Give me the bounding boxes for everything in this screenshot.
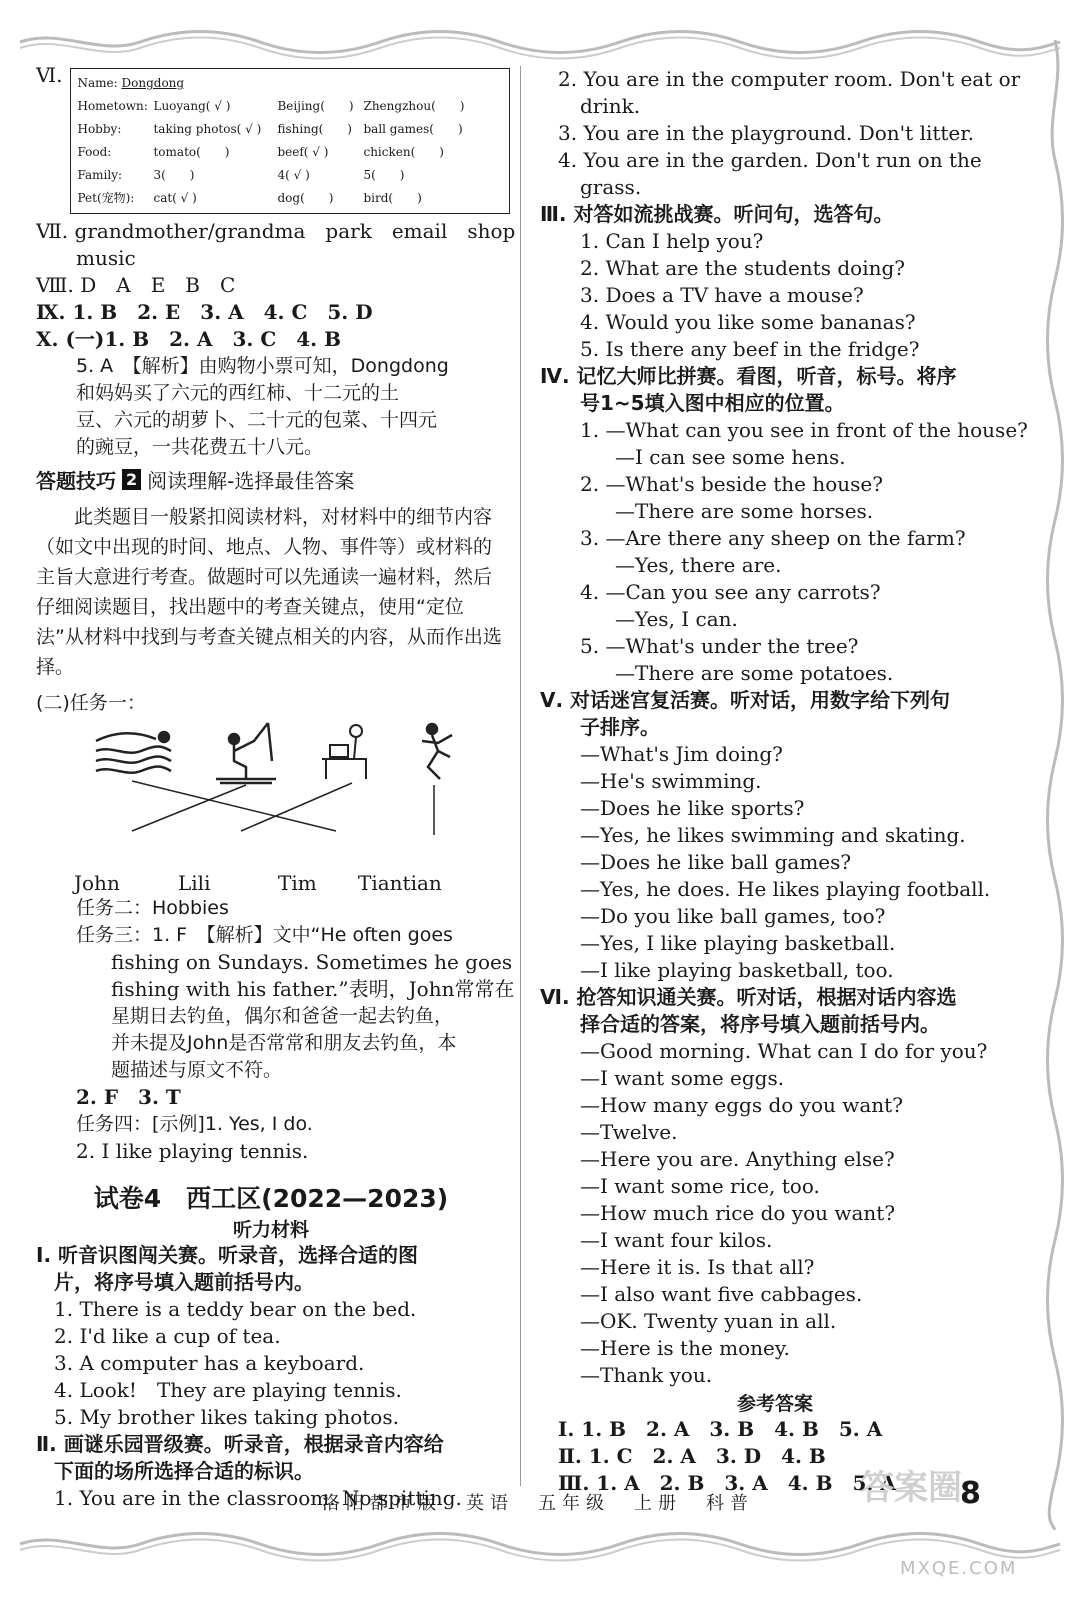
list-item: —Twelve.	[580, 1120, 678, 1144]
task-2: 任务二：Hobbies	[76, 897, 229, 919]
watermark-url: MXQE.COM	[900, 1558, 1018, 1579]
list-item: 4. You are in the garden. Don't run on the	[558, 148, 982, 172]
list-item: —Does he like sports?	[580, 796, 805, 820]
info-card	[70, 68, 510, 214]
info-name-value: Dongdong	[121, 76, 185, 90]
section-5-heading: Ⅴ. 对话迷宫复活赛。听对话，用数字给下列句	[540, 688, 951, 712]
info-cell: 3( )	[153, 168, 195, 182]
list-item: 2. I'd like a cup of tea.	[54, 1324, 281, 1348]
watermark-logo: 答案圈	[860, 1468, 962, 1508]
list-item: —OK. Twenty yuan in all.	[580, 1309, 837, 1333]
tip-banner	[36, 465, 506, 494]
list-item: 5. My brother likes taking photos.	[54, 1405, 399, 1429]
list-item: —Do you like ball games, too?	[580, 904, 886, 928]
answer-viii: Ⅷ. D A E B C	[36, 273, 236, 297]
list-item: —I can see some hens.	[615, 445, 846, 469]
info-name-row	[77, 72, 503, 95]
info-cell: 5( )	[363, 168, 405, 182]
list-item: 1. There is a teddy bear on the bed.	[54, 1297, 417, 1321]
answer-x: Ⅹ. (一)1. B 2. A 3. C 4. B	[36, 327, 341, 351]
section-6-heading: Ⅵ. 抢答知识通关赛。听对话，根据对话内容选	[540, 985, 957, 1009]
name-tim: Tim	[278, 871, 317, 895]
list-item: —Yes, he likes swimming and skating.	[580, 823, 966, 847]
tip-paragraph: 此类题目一般紧扣阅读材料，对材料中的细节内容（如文中出现的时间、地点、人物、事件等）或材料的主旨大意进行考查。做题时可以先通读一遍材料，然后仔细阅读题目，找出题中的考查关键点，使用“定位法”从材料中找到与考查关键点相关的内容，从而作出选择。	[36, 506, 502, 678]
list-item: —I also want five cabbages.	[580, 1282, 863, 1306]
info-cell: Luoyang( √ )	[153, 99, 231, 113]
info-cell: Hobby:	[77, 122, 122, 136]
list-item: —I want four kilos.	[580, 1228, 773, 1252]
matching-figure	[36, 721, 506, 871]
list-item: 2. You are in the computer room. Don't eat or	[558, 67, 1021, 91]
list-item: 1. You are in the classroom. No spitting.	[54, 1486, 462, 1510]
answer-x-5: 5. A 【解析】由购物小票可知，Dongdong	[76, 355, 449, 377]
answer-vii-cont: music	[76, 246, 136, 270]
name-lili: Lili	[178, 871, 211, 895]
info-cell: beef( √ )	[277, 145, 329, 159]
info-cell: tomato( )	[153, 145, 230, 159]
right-column	[540, 66, 1028, 1497]
list-item: —How many eggs do you want?	[580, 1093, 903, 1117]
task-3-text: 星期日去钓鱼，偶尔和爸爸一起去钓鱼，	[111, 1005, 454, 1027]
section-vi	[36, 62, 506, 218]
list-item: —Yes, there are.	[615, 553, 782, 577]
list-item: —I like playing basketball, too.	[580, 958, 894, 982]
list-item: —He's swimming.	[580, 769, 762, 793]
info-cell: Zhengzhou( )	[363, 99, 465, 113]
task-3: 任务三：1. F 【解析】文中“He often goes	[76, 924, 453, 946]
list-item: 2. —What's beside the house?	[580, 472, 883, 496]
info-row	[77, 141, 503, 164]
list-item: 1. —What can you see in front of the house?	[580, 418, 1028, 442]
computer-icon	[322, 725, 366, 779]
list-item: drink.	[580, 94, 641, 118]
info-name-label: Name:	[77, 76, 118, 90]
list-item: 1. Can I help you?	[580, 229, 764, 253]
list-item: 3. Does a TV have a mouse?	[580, 283, 864, 307]
paper-title: 试卷4 西工区(2022—2023)	[93, 1184, 449, 1213]
list-item: —Yes, I like playing basketball.	[580, 931, 896, 955]
section-4-heading: Ⅳ. 记忆大师比拼赛。看图，听音，标号。将序	[540, 364, 957, 388]
answer-x-analysis: 豆、六元的胡萝卜、二十元的包菜、十四元	[76, 409, 438, 431]
info-row	[77, 95, 503, 118]
column-divider	[520, 66, 521, 1486]
list-item: —What's Jim doing?	[580, 742, 783, 766]
list-item: —Good morning. What can I do for you?	[580, 1039, 988, 1063]
info-cell: Food:	[77, 145, 112, 159]
info-row	[77, 164, 503, 187]
list-item: —Does he like ball games?	[580, 850, 852, 874]
skating-icon	[422, 724, 452, 779]
task-3-text: 题描述与原文不符。	[111, 1059, 283, 1081]
section-5-heading-cont: 子排序。	[580, 715, 660, 739]
list-item: 3. You are in the playground. Don't litter.	[558, 121, 974, 145]
list-item: 3. A computer has a keyboard.	[54, 1351, 365, 1375]
task-1-label: (二)任务一：	[36, 692, 146, 714]
answers-line: Ⅰ. 1. B 2. A 3. B 4. B 5. A	[558, 1417, 883, 1441]
task-3-text: fishing on Sundays. Sometimes he goes	[111, 950, 513, 974]
answer-ix: Ⅸ. 1. B 2. E 3. A 4. C 5. D	[36, 300, 373, 324]
list-item: 5. —What's under the tree?	[580, 634, 859, 658]
info-cell: 4( √ )	[277, 168, 310, 182]
section-2-heading-cont: 下面的场所选择合适的标识。	[54, 1459, 314, 1483]
list-item: —Here you are. Anything else?	[580, 1147, 895, 1171]
info-cell: chicken( )	[363, 145, 444, 159]
right-wave-border	[1040, 40, 1070, 1530]
list-item: —Yes, he does. He likes playing football.	[580, 877, 991, 901]
section-6-heading-cont: 择合适的答案，将序号填入题前括号内。	[580, 1012, 940, 1036]
list-item: grass.	[580, 175, 642, 199]
list-item: —Thank you.	[580, 1363, 713, 1387]
list-item: 4. Look! They are playing tennis.	[54, 1378, 402, 1402]
name-john: John	[74, 871, 120, 895]
info-cell: taking photos( √ )	[153, 122, 262, 136]
info-row	[77, 187, 503, 210]
info-cell: bird( )	[363, 191, 422, 205]
page-number: 8	[960, 1476, 981, 1511]
section-2-heading: Ⅱ. 画谜乐园晋级赛。听录音，根据录音内容给	[36, 1432, 444, 1456]
task-4-answer: 2. I like playing tennis.	[76, 1139, 309, 1163]
matching-lines	[36, 721, 506, 871]
tip-title: 阅读理解-选择最佳答案	[147, 469, 355, 493]
list-item: 4. —Can you see any carrots?	[580, 580, 881, 604]
matching-names	[74, 871, 506, 895]
answers-title: 参考答案	[736, 1393, 813, 1415]
list-item: —There are some potatoes.	[615, 661, 894, 685]
list-item: —There are some horses.	[615, 499, 874, 523]
info-row	[77, 118, 503, 141]
answer-x-analysis: 的豌豆，一共花费五十八元。	[76, 436, 324, 458]
page-footer: 洛阳都市版 英语 五年级 上册 科普	[322, 1493, 754, 1514]
tip-number: 2	[122, 469, 141, 490]
info-cell: Pet(宠物):	[77, 191, 135, 205]
section-4-heading-cont: 号1~5填入图中相应的位置。	[580, 391, 845, 415]
info-cell: dog( )	[277, 191, 334, 205]
info-cell: ball games( )	[363, 122, 463, 136]
answer-x-analysis: 和妈妈买了六元的西红柿、十二元的土	[76, 382, 400, 404]
top-wave-border	[0, 18, 1076, 66]
list-item: 4. Would you like some bananas?	[580, 310, 916, 334]
list-item: —I want some rice, too.	[580, 1174, 820, 1198]
name-tiantian: Tiantian	[358, 871, 442, 895]
list-item: —Here is the money.	[580, 1336, 790, 1360]
info-cell: fishing( )	[277, 122, 352, 136]
section-1-heading: Ⅰ. 听音识图闯关赛。听录音，选择合适的图	[36, 1243, 419, 1267]
list-item: —Here it is. Is that all?	[580, 1255, 815, 1279]
answers-line: Ⅱ. 1. C 2. A 3. D 4. B	[558, 1444, 826, 1468]
answers-line: Ⅲ. 1. A 2. B 3. A 4. B 5. A	[558, 1471, 896, 1495]
task-3-text: 并未提及John是否常常和朋友去钓鱼，本	[111, 1032, 457, 1054]
info-cell: Family:	[77, 168, 123, 182]
listening-title: 听力材料	[232, 1219, 309, 1241]
task-3-answers: 2. F 3. T	[76, 1085, 181, 1109]
list-item: —How much rice do you want?	[580, 1201, 896, 1225]
list-item: 3. —Are there any sheep on the farm?	[580, 526, 966, 550]
info-cell: Hometown:	[77, 99, 148, 113]
fishing-icon	[216, 723, 276, 783]
list-item: —I want some eggs.	[580, 1066, 785, 1090]
section-vi-label: Ⅵ.	[36, 63, 63, 87]
left-column	[36, 62, 516, 1512]
info-cell: cat( √ )	[153, 191, 197, 205]
task-3-text: fishing with his father.”表明，John常常在	[111, 977, 515, 1001]
section-3-heading: Ⅲ. 对答如流挑战赛。听问句，选答句。	[540, 202, 894, 226]
list-item: 5. Is there any beef in the fridge?	[580, 337, 920, 361]
list-item: —Yes, I can.	[615, 607, 738, 631]
info-cell: Beijing( )	[277, 99, 354, 113]
answer-vii: Ⅶ. grandmother/grandma park email shop	[36, 219, 516, 243]
task-4: 任务四：[示例]1. Yes, I do.	[76, 1113, 313, 1135]
list-item: 2. What are the students doing?	[580, 256, 905, 280]
section-1-heading-cont: 片，将序号填入题前括号内。	[54, 1270, 314, 1294]
tip-label: 答题技巧	[36, 469, 116, 493]
swimmer-icon	[96, 732, 171, 773]
